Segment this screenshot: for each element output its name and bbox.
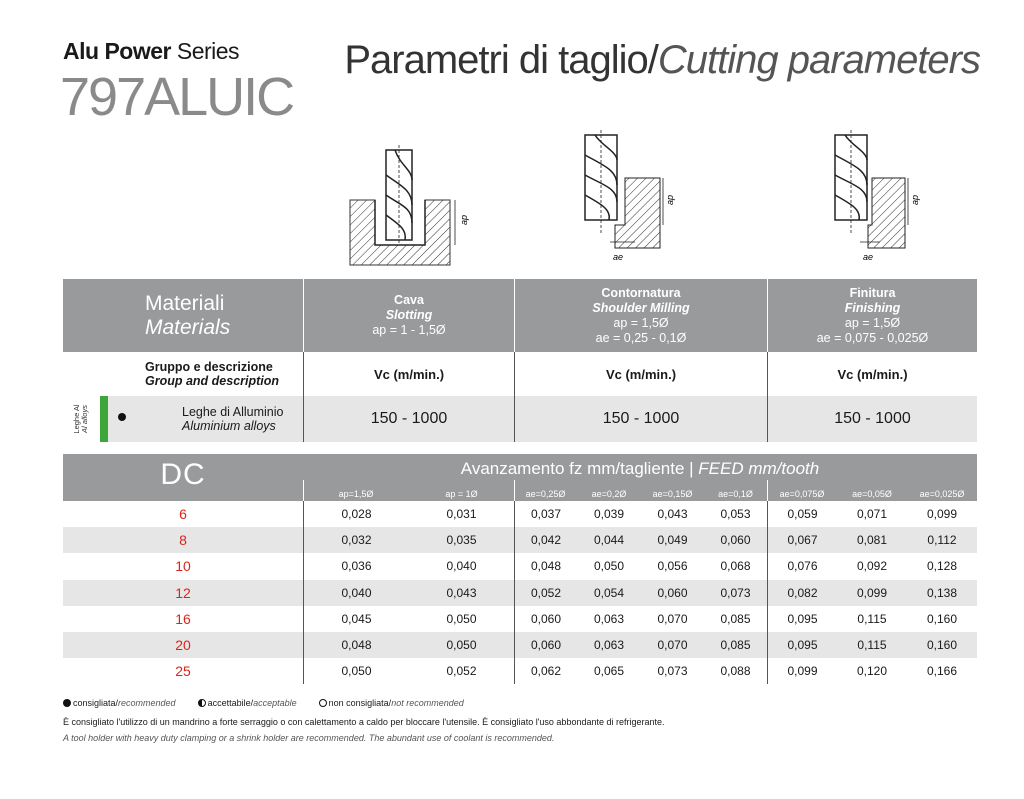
col-1-line1: ap = 1 - 1,5Ø: [372, 323, 446, 337]
finishing-diagram: [830, 130, 945, 265]
feed-value: 0,063: [593, 611, 625, 626]
feed-value: 0,073: [720, 585, 751, 600]
vc-value-shoulder: 150 - 1000: [514, 396, 767, 442]
legend: [63, 698, 464, 708]
sub-header: ae=0,05Ø: [852, 489, 892, 499]
product-code: 797ALUIC: [60, 67, 294, 127]
col-2-name-it: Contornatura: [601, 285, 681, 300]
legend-recommended: consigliata/recommended: [63, 698, 176, 708]
feed-value: 0,160: [926, 638, 958, 653]
feed-value: 0,040: [446, 559, 477, 574]
dc-value: 16: [175, 610, 191, 627]
col-3-name-en: Finishing: [844, 300, 901, 315]
series-rest: Series: [176, 38, 240, 64]
materials-heading: [100, 279, 303, 352]
feed-title-en: FEED mm/tooth: [698, 459, 820, 478]
cutting-speed-header: [63, 279, 977, 352]
feed-value: 0,160: [926, 611, 958, 626]
side-it: Leghe Al: [72, 404, 81, 434]
half-circle-icon: [198, 699, 206, 707]
feed-value: 0,099: [856, 585, 888, 600]
ap-label-2: ap: [665, 194, 675, 205]
legend-acceptable: accettabile/acceptable: [198, 698, 297, 708]
feed-value: 0,044: [593, 533, 625, 548]
feed-value: 0,060: [514, 632, 577, 658]
feed-value: 0,060: [514, 606, 577, 632]
feed-title-it: Avanzamento fz mm/tagliente |: [460, 459, 699, 478]
header-corner: [63, 279, 100, 352]
feed-value: 0,068: [720, 559, 751, 574]
sub-header: ae=0,025Ø: [919, 489, 965, 499]
col-1-name-it: Cava: [394, 293, 424, 307]
materials-en: Materials: [145, 315, 231, 339]
feed-value: 0,073: [657, 664, 688, 679]
feed-value: 0,054: [593, 585, 625, 600]
empty-circle-icon: [319, 699, 327, 707]
feed-value: 0,050: [446, 611, 477, 626]
col-2-line1: ap = 1,5Ø: [613, 315, 669, 330]
ap-label-3: ap: [910, 194, 920, 205]
aluminium-row: [63, 396, 977, 442]
feed-value: 0,120: [856, 664, 888, 679]
feed-value: 0,099: [767, 658, 837, 684]
dc-value: 20: [175, 637, 191, 654]
legend-not-recommended: non consigliata/not recommended: [319, 698, 464, 708]
feed-value: 0,088: [720, 664, 751, 679]
dc-heading: DC: [160, 458, 206, 491]
feed-body: [63, 501, 977, 684]
feed-value: 0,085: [720, 611, 751, 626]
feed-value: 0,052: [446, 664, 477, 679]
feed-value: 0,060: [657, 585, 688, 600]
feed-value: 0,092: [856, 559, 888, 574]
feed-header: [63, 454, 977, 501]
alu-it: Leghe di Alluminio: [182, 405, 284, 419]
feed-value: 0,056: [657, 559, 688, 574]
sub-header: ae=0,15Ø: [652, 489, 693, 499]
col-3-name-it: Finitura: [849, 285, 896, 300]
feed-value: 0,115: [857, 638, 887, 653]
cutting-speed-table: [63, 279, 977, 442]
feed-value: 0,039: [593, 507, 625, 522]
feed-value: 0,076: [767, 553, 837, 579]
sub-header: ae=0,25Ø: [525, 489, 566, 499]
material-color-bar: [100, 396, 108, 442]
feed-value: 0,067: [767, 527, 837, 553]
dc-value: 10: [175, 558, 191, 575]
page-title: [344, 38, 980, 83]
feed-value: 0,115: [857, 611, 887, 626]
title-en: Cutting parameters: [657, 38, 980, 82]
side-label: [66, 404, 96, 434]
shoulder-column-header: [514, 279, 767, 352]
group-row: [63, 352, 977, 396]
feed-value: 0,112: [927, 533, 957, 548]
side-en: Al alloys: [80, 405, 89, 433]
vc-value-finishing: 150 - 1000: [767, 396, 977, 442]
dc-value: 6: [179, 506, 187, 523]
feed-value: 0,049: [657, 533, 688, 548]
series-bold: Alu Power: [63, 38, 171, 64]
col-2-name-en: Shoulder Milling: [592, 300, 690, 315]
feed-subheaders: [303, 489, 977, 499]
feed-value: 0,128: [926, 559, 958, 574]
col-1-name-en: Slotting: [385, 308, 433, 322]
table-row: [63, 527, 977, 553]
table-row: [63, 553, 977, 579]
feed-value: 0,042: [514, 527, 577, 553]
table-row: [63, 658, 977, 684]
feed-value: 0,037: [514, 501, 577, 527]
feed-value: 0,071: [856, 507, 888, 522]
ae-label-3: ae: [863, 252, 874, 262]
finishing-column-header: [767, 279, 977, 352]
feed-value: 0,043: [657, 507, 688, 522]
feed-value: 0,035: [446, 533, 477, 548]
sub-header: ap=1,5Ø: [338, 489, 374, 499]
feed-value: 0,060: [720, 533, 751, 548]
slotting-column-header: [303, 279, 514, 352]
col-3-line1: ap = 1,5Ø: [844, 315, 901, 330]
feed-value: 0,082: [767, 580, 837, 606]
feed-value: 0,050: [446, 638, 477, 653]
feed-value: 0,036: [303, 553, 409, 579]
feed-value: 0,081: [856, 533, 888, 548]
feed-value: 0,099: [926, 507, 958, 522]
vc-value-slotting: 150 - 1000: [303, 396, 514, 442]
feed-value: 0,052: [514, 580, 577, 606]
full-circle-icon: [63, 699, 71, 707]
dc-value: 8: [179, 532, 187, 549]
dc-value: 25: [175, 663, 191, 680]
table-row: [63, 580, 977, 606]
shoulder-diagram: [575, 130, 690, 265]
vc-label-2: Vc (m/min.): [514, 352, 767, 396]
note-it: È consigliato l'utilizzo di un mandrino a forte serraggio o con calettamento a caldo per bloccare l'utensile. È consigliato l'uso abbondante di refrigerante.: [63, 717, 665, 727]
table-row: [63, 632, 977, 658]
feed-value: 0,138: [926, 585, 958, 600]
table-row: [63, 501, 977, 527]
feed-value: 0,070: [657, 611, 688, 626]
alu-en: Aluminium alloys: [182, 419, 276, 433]
col-3-line2: ae = 0,075 - 0,025Ø: [816, 330, 929, 345]
note-en: A tool holder with heavy duty clamping or a shrink holder are recommended. The abundant use of coolant is recommended.: [63, 733, 555, 743]
dc-value: 12: [175, 584, 191, 601]
feed-value: 0,095: [767, 632, 837, 658]
feed-table: [63, 454, 977, 684]
sub-header: ap = 1Ø: [445, 489, 478, 499]
feed-value: 0,050: [303, 658, 409, 684]
series-title: [63, 38, 239, 65]
feed-value: 0,059: [767, 501, 837, 527]
title-it: Parametri di taglio/: [344, 38, 658, 82]
sub-header: ae=0,2Ø: [591, 489, 627, 499]
feed-value: 0,050: [593, 559, 625, 574]
recommended-dot-icon: [118, 413, 126, 421]
feed-value: 0,065: [593, 664, 625, 679]
col-2-line2: ae = 0,25 - 0,1Ø: [595, 330, 687, 345]
aluminium-label: [100, 405, 303, 433]
group-it: Gruppo e descrizione: [145, 360, 273, 374]
feed-value: 0,045: [303, 606, 409, 632]
feed-value: 0,048: [303, 632, 409, 658]
ap-label-1: ap: [459, 214, 469, 225]
sub-header: ae=0,1Ø: [718, 489, 753, 499]
slotting-diagram: [345, 145, 475, 270]
feed-value: 0,028: [303, 501, 409, 527]
group-en: Group and description: [145, 374, 280, 388]
vc-label-1: Vc (m/min.): [303, 352, 514, 396]
sub-header: ae=0,075Ø: [779, 489, 825, 499]
feed-value: 0,095: [767, 606, 837, 632]
feed-value: 0,053: [720, 507, 751, 522]
feed-value: 0,031: [446, 507, 477, 522]
feed-value: 0,063: [593, 638, 625, 653]
feed-value: 0,048: [514, 553, 577, 579]
group-label: [100, 360, 303, 388]
feed-value: 0,032: [303, 527, 409, 553]
feed-value: 0,166: [926, 664, 958, 679]
vc-label-3: Vc (m/min.): [767, 352, 977, 396]
materials-it: Materiali: [145, 291, 225, 315]
feed-title: [303, 459, 977, 479]
feed-value: 0,040: [303, 580, 409, 606]
feed-value: 0,085: [720, 638, 751, 653]
ae-label-2: ae: [613, 252, 624, 262]
feed-value: 0,070: [657, 638, 688, 653]
table-row: [63, 606, 977, 632]
feed-value: 0,043: [446, 585, 477, 600]
feed-value: 0,062: [514, 658, 577, 684]
